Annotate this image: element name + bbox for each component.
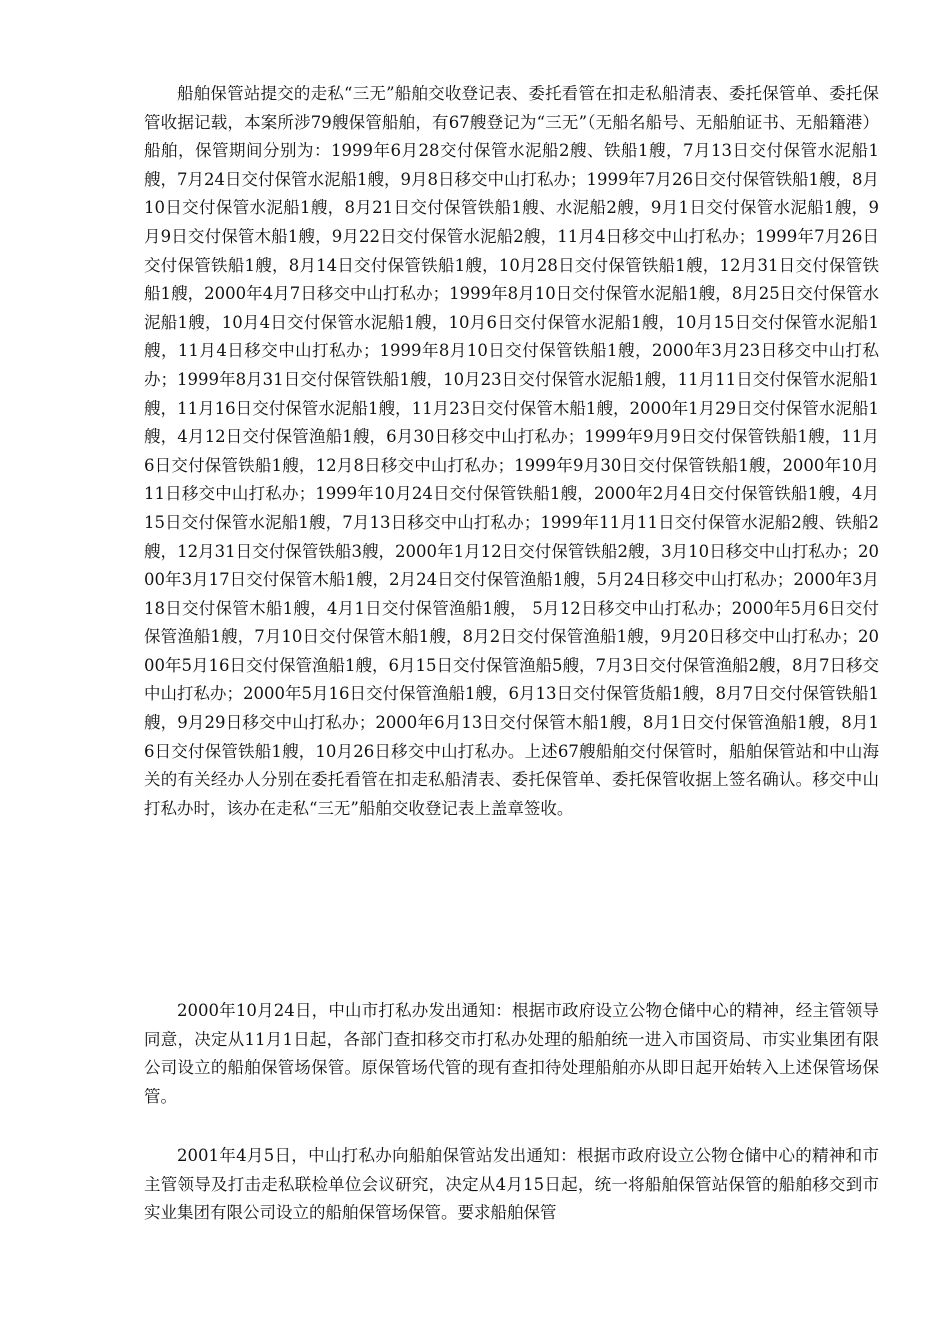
paragraph-anti-smuggling-office-notice-2001: 2001年4月5日，中山打私办向船舶保管站发出通知：根据市政府设立公物仓储中心的精神和市主管领导及打击走私联检单位会议研究，决定从4月15日起，统一将船舶保管站保管的船舶移交到市实业集团有限公司设立的船舶保管场保管。要求船舶保管 [144,1146,879,1223]
paragraph-anti-smuggling-office-notice-2000: 2000年10月24日，中山市打私办发出通知：根据市政府设立公物仓储中心的精神，经主管领导同意，决定从11月1日起，各部门查扣移交市打私办处理的船舶统一进入市国资局、市实业集团有限公司设立的船舶保管场保管。原保管场代管的现有查扣待处理船舶亦从即日起开始转入上述保管场保管。 [144,1001,879,1106]
paragraph-vessel-custody-records: 船舶保管站提交的走私“三无”船舶交收登记表、委托看管在扣走私船清表、委托保管单、委托保管收据记载，本案所涉79艘保管船舶，有67艘登记为“三无”（无船名船号、无船舶证书、无船籍港）船舶，保管期间分别为：1999年6月28交付保管水泥船2艘、铁船1艘，7月13日交付保管水泥船1艘，7月24日交付保管水泥船1艘，9月8日移交中山打私办；1999年7月26日交付保管铁船1艘，8月10日交付保管水泥船1艘，8月21日交付保管铁船1艘、水泥船2艘，9月1日交付保管水泥船1艘，9月9日交付保管木船1艘，9月22日交付保管水泥船2艘，11月4日移交中山打私办；1999年7月26日交付保管铁船1艘，8月14日交付保管铁船1艘，10月28日交付保管铁船1艘，12月31日交付保管铁船1艘，2000年4月7日移交中山打私办；1999年8月10日交付保管水泥船1艘，8月25日交付保管水泥船1艘，10月4日交付保管水泥船1艘，10月6日交付保管水泥船1艘，10月15日交付保管水泥船1艘，11月4日移交中山打私办；1999年8月10日交付保管铁船1艘，2000年3月23日移交中山打私办；1999年8月31日交付保管铁船1艘，10月23日交付保管水泥船1艘，11月11日交付保管水泥船1艘，11月16日交付保管水泥船1艘，11月23日交付保管木船1艘，2000年1月29日交付保管水泥船1艘，4月12日交付保管渔船1艘，6月30日移交中山打私办；1999年9月9日交付保管铁船1艘，11月6日交付保管铁船1艘，12月8日移交中山打私办；1999年9月30日交付保管铁船1艘，2000年10月11日移交中山打私办；1999年10月24日交付保管铁船1艘，2000年2月4日交付保管铁船1艘，4月15日交付保管水泥船1艘，7月13日移交中山打私办；1999年11月11日交付保管水泥船2艘、铁船2艘，12月31日交付保管铁船3艘，2000年1月12日交付保管铁船2艘，3月10日移交中山打私办；2000年3月17日交付保管木船1艘，2月24日交付保管渔船1艘，5月24日移交中山打私办；2000年3月18日交付保管木船1艘，4月1日交付保管渔船1艘， 5月12日移交中山打私办；2000年5月6日交付保管渔船1艘，7月10日交付保管木船1艘，8月2日交付保管渔船1艘，9月20日移交中山打私办；2000年5月16日交付保管渔船1艘，6月15日交付保管渔船5艘，7月3日交付保管渔船2艘，8月7日移交中山打私办；2000年5月16日交付保管渔船1艘，6月13日交付保管货船1艘，8月7日交付保管铁船1艘，9月29日移交中山打私办；2000年6月13日交付保管木船1艘，8月1日交付保管渔船1艘，8月16日交付保管铁船1艘，10月26日移交中山打私办。上述67艘船舶交付保管时，船舶保管站和中山海关的有关经办人分别在委托看管在扣走私船清表、委托保管单、委托保管收据上签名确认。移交中山打私办时，该办在走私“三无”船舶交收登记表上盖章签收。 [144,84,879,818]
